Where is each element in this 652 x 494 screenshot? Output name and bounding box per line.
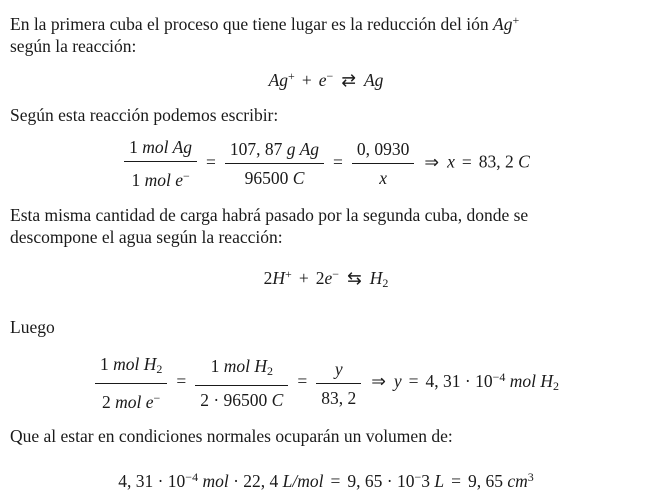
math-run: x — [379, 168, 388, 188]
text-line-second-cell-1: Esta misma cantidad de carga habrá pasado por la segunda cuba, donde se — [10, 205, 529, 225]
math-run: y — [393, 371, 402, 392]
text-line-second-cell-2: descompone el agua según la reacción: — [10, 227, 283, 247]
math-run: + — [301, 70, 312, 90]
fraction-denominator — [316, 384, 361, 409]
math-run: 1 — [129, 137, 143, 157]
math-run: mol — [202, 471, 229, 491]
math-run: 107, 87 — [229, 139, 287, 159]
math-run: + — [288, 69, 295, 83]
fraction — [225, 138, 324, 189]
fraction — [195, 355, 288, 411]
math-run: + — [298, 268, 309, 288]
math-run: − — [332, 267, 340, 281]
math-run: C — [271, 390, 284, 410]
math-run: = — [451, 471, 461, 491]
math-run: L/mol — [282, 471, 324, 491]
math-run: 9, 65 — [467, 471, 508, 491]
fraction — [316, 358, 361, 409]
paragraph-luego: Luego — [10, 317, 55, 337]
math-run: H — [369, 268, 383, 288]
math-run: ⇆ — [347, 269, 362, 289]
math-run: C — [292, 168, 305, 188]
math-run: 9, 65 · 10 — [347, 471, 415, 491]
fraction-numerator — [316, 358, 361, 384]
paragraph-according-reaction: Según esta reacción podemos escribir: — [10, 105, 279, 125]
equation-hydrogen-stoichiometry — [10, 353, 642, 413]
math-run: y — [334, 358, 343, 379]
math-run: 1 — [210, 356, 224, 376]
math-run: mol H — [113, 354, 157, 374]
fraction-denominator — [195, 386, 288, 411]
math-run: − — [153, 391, 161, 405]
math-run: = — [176, 371, 187, 392]
math-run: H — [272, 268, 286, 288]
math-run: − — [414, 470, 422, 484]
math-run: 4, 31 · 10 — [118, 471, 186, 491]
math-run: ⇄ — [341, 71, 356, 91]
fraction-numerator — [352, 138, 415, 164]
equation-volume-result — [10, 464, 642, 494]
math-run: 2 — [263, 268, 273, 288]
math-run: 1 — [99, 354, 114, 374]
fraction-numerator — [124, 136, 197, 162]
math-run: 3 — [421, 471, 435, 491]
math-run: = — [297, 371, 308, 392]
math-run: 2 — [156, 362, 163, 376]
math-run: 96500 — [244, 168, 293, 188]
math-run: − — [326, 69, 334, 83]
math-run: mol H — [509, 371, 554, 392]
math-run: 0, 0930 — [356, 139, 410, 159]
math-run: = — [408, 371, 419, 392]
math-run: = — [330, 471, 341, 491]
math-run: 83, 2 — [478, 151, 519, 172]
math-run: = — [333, 151, 343, 172]
math-run: 2 — [382, 276, 389, 290]
math-run: e — [318, 70, 327, 90]
math-run: 2 — [266, 364, 273, 378]
math-run: En la primera cuba el proceso que tiene lugar es la reducción del ión — [10, 14, 493, 34]
math-run: e — [324, 268, 333, 288]
math-run: 2 — [553, 379, 560, 394]
equation-hydrogen-reaction — [10, 261, 642, 296]
equation-silver-reduction-reaction — [10, 63, 642, 94]
math-run: = — [206, 151, 216, 172]
text-line-intro-2: según la reacción: — [10, 36, 137, 56]
math-run: 4, 31 · 10 — [425, 371, 493, 392]
fraction — [95, 353, 167, 413]
math-run: Ag — [493, 14, 513, 34]
math-run: 2 — [315, 268, 325, 288]
fraction-denominator — [225, 164, 324, 189]
text-line-intro-1 — [10, 9, 642, 35]
paragraph-intro — [10, 9, 642, 57]
math-run: Ag — [268, 70, 289, 90]
fraction — [352, 138, 415, 189]
math-run: 3 — [527, 470, 534, 484]
math-run: mol H — [223, 356, 267, 376]
fraction-denominator — [95, 384, 167, 413]
math-run: · 22, 4 — [228, 471, 283, 491]
math-run: + — [285, 267, 292, 281]
math-run: x — [447, 151, 455, 172]
math-run: 2 · 96500 — [200, 390, 272, 410]
equation-silver-stoichiometry — [10, 136, 642, 191]
math-run: g Ag — [286, 139, 320, 159]
paragraph-second-cell — [10, 204, 642, 248]
math-run: + — [512, 13, 520, 27]
math-run: ⇒ — [371, 372, 386, 393]
math-run: ⇒ — [424, 152, 440, 173]
math-run: cm — [507, 471, 528, 491]
math-run: 2 — [101, 392, 116, 412]
math-run: −4 — [185, 470, 199, 484]
math-run: −4 — [492, 370, 506, 385]
fraction-denominator — [124, 162, 197, 191]
math-run: 1 — [131, 170, 145, 190]
math-run: mol Ag — [142, 137, 193, 157]
math-run: mol e — [115, 392, 154, 412]
fraction — [124, 136, 197, 191]
fraction-numerator — [95, 353, 167, 384]
fraction-numerator — [195, 355, 288, 386]
math-run: Ag — [363, 70, 384, 90]
math-run: mol e — [144, 170, 183, 190]
fraction-denominator — [352, 164, 415, 189]
math-run: = — [461, 151, 472, 172]
fraction-numerator — [225, 138, 324, 164]
math-run: − — [182, 169, 190, 183]
math-run: L — [434, 471, 445, 491]
paragraph-volume-intro: Que al estar en condiciones normales ocuparán un volumen de: — [10, 426, 453, 446]
math-run: 83, 2 — [321, 387, 357, 408]
math-run: C — [518, 151, 530, 172]
